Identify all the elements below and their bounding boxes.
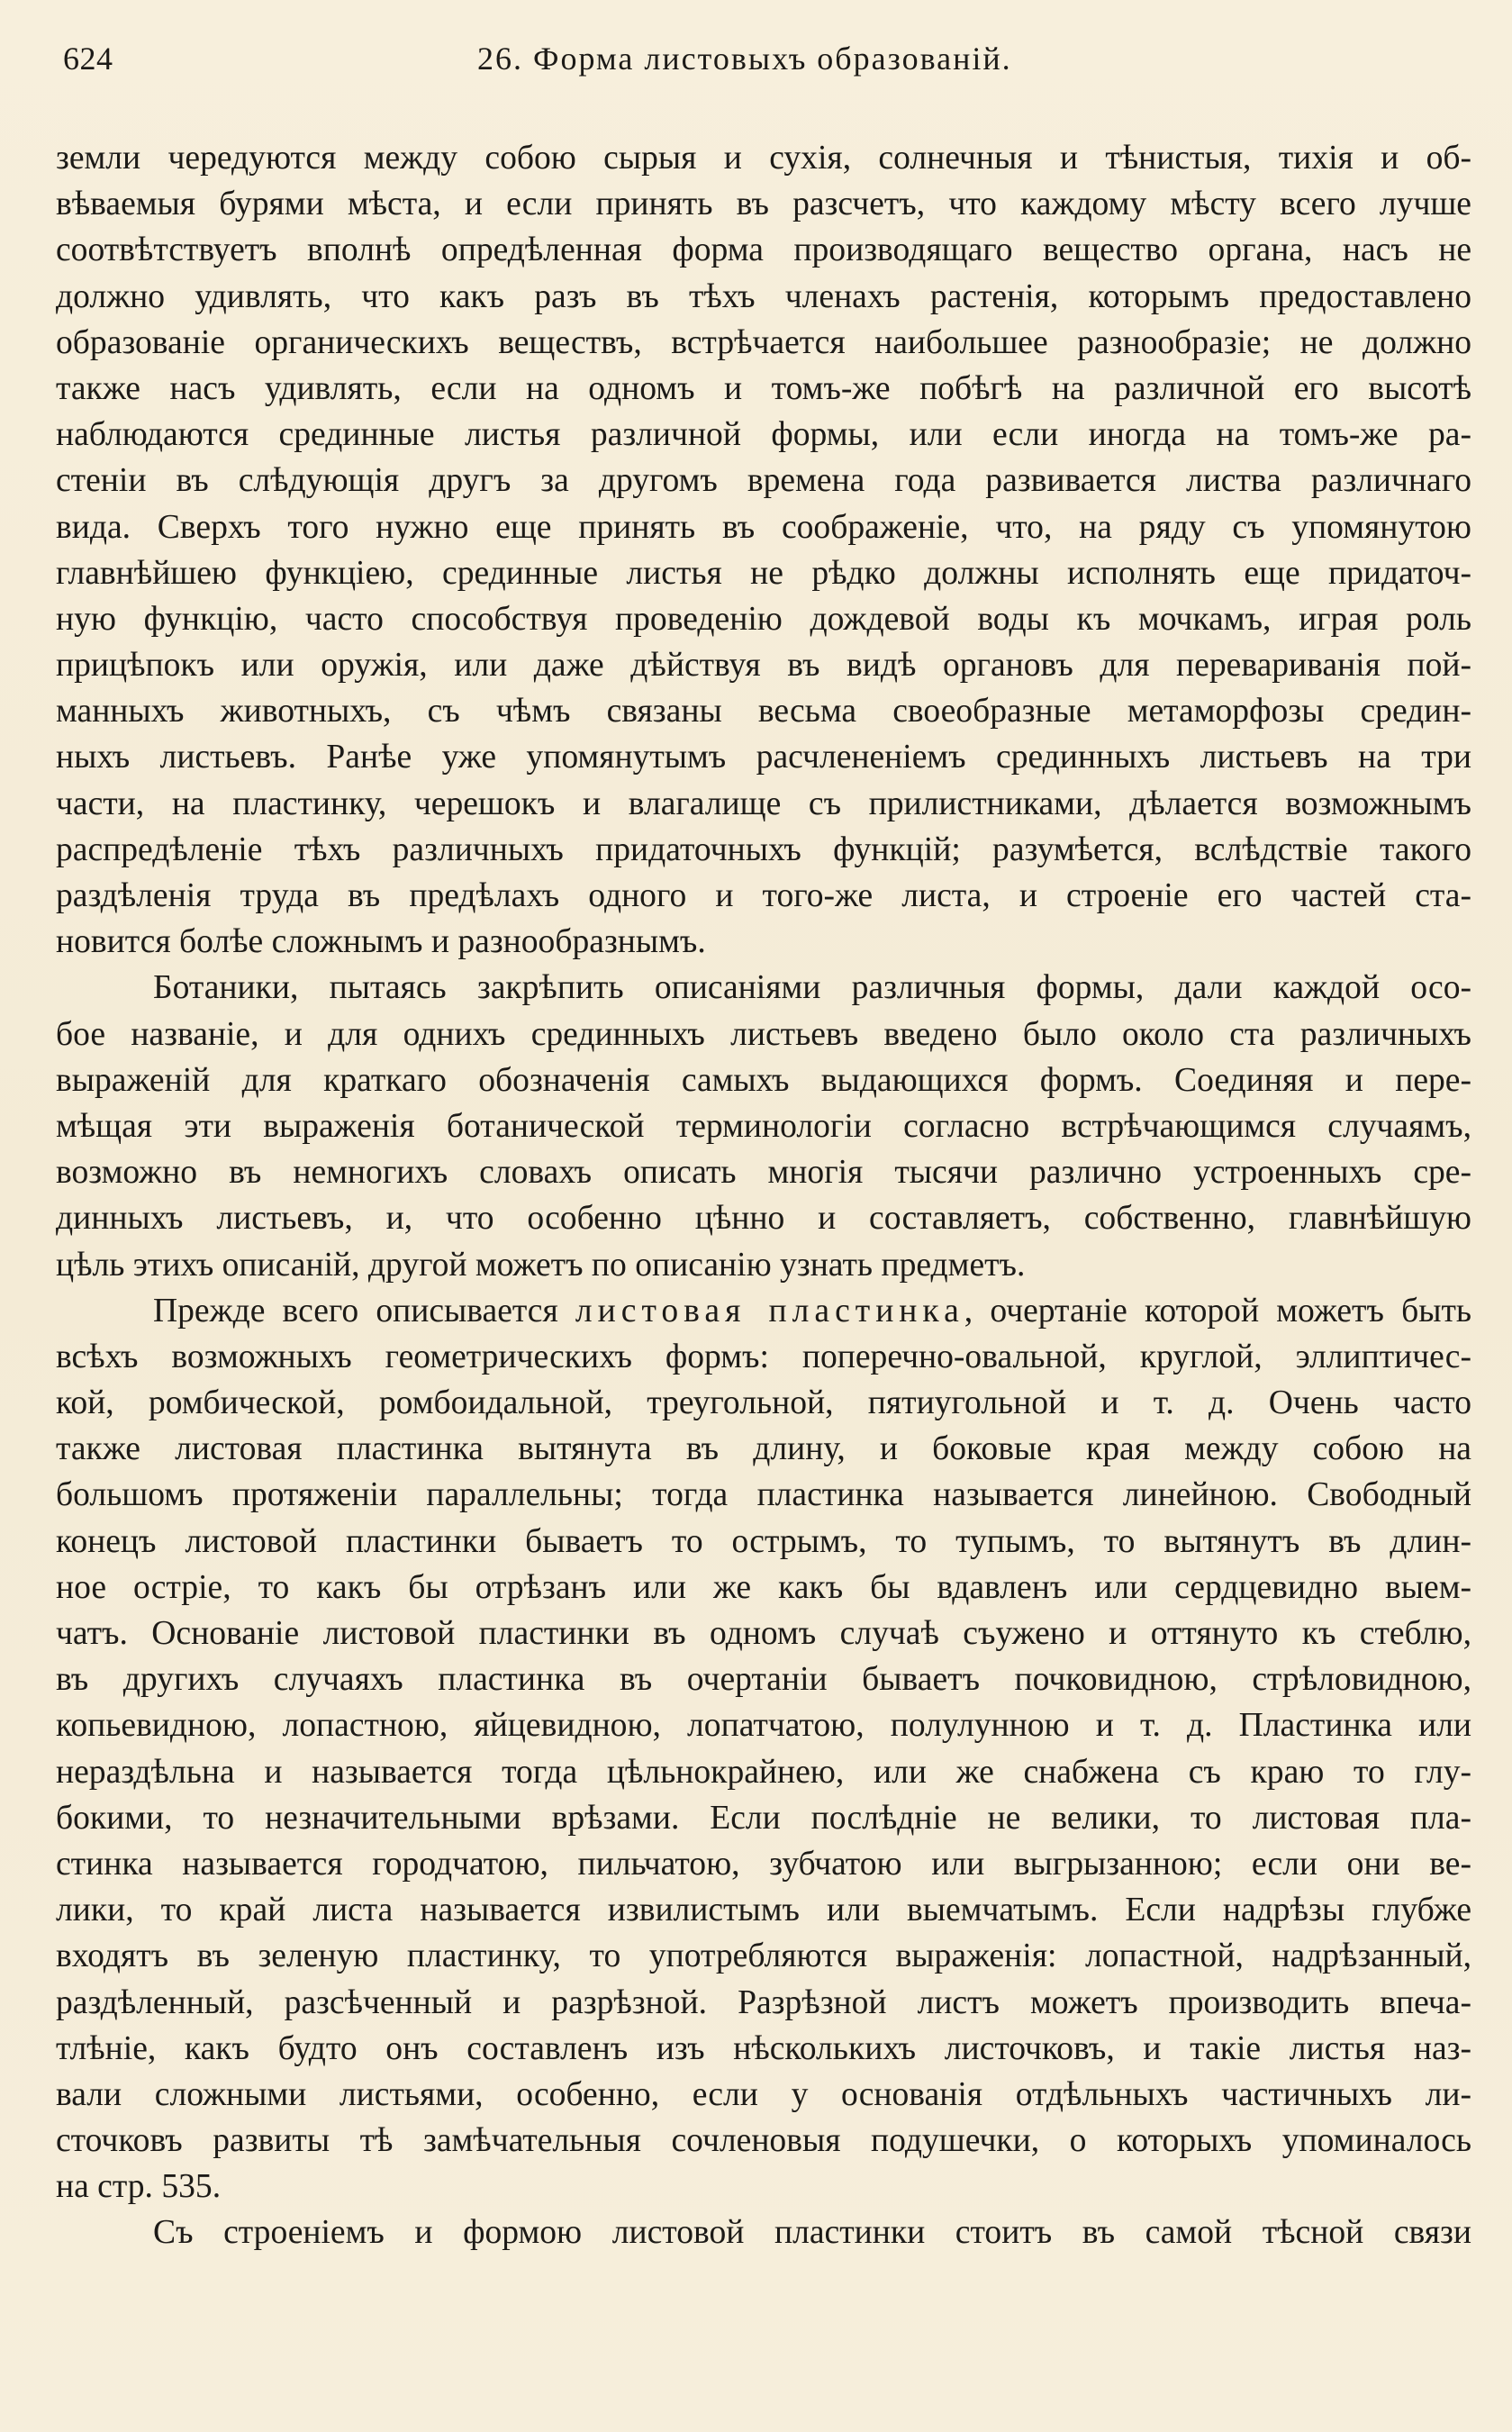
text-line: лики, то край листа называется извилистымъ или выемчатымъ. Если надрѣзы глубже — [56, 1892, 1471, 1929]
text-line: всѣхъ возможныхъ геометрическихъ формъ: поперечно-овальной, круглой, эллиптичес- — [56, 1338, 1471, 1375]
text-line: Съ строеніемъ и формою листовой пластинки стоитъ въ самой тѣсной связи — [153, 2214, 1471, 2252]
text-line: прицѣпокъ или оружія, или даже дѣйствуя въ видѣ органовъ для перевариванія пой- — [56, 647, 1471, 685]
text-line: бое названіе, и для однихъ срединныхъ листьевъ введено было около ста различныхъ — [56, 1015, 1471, 1053]
text-line: Ботаники, пытаясь закрѣпить описаніями различныя формы, дали каждой осо- — [153, 969, 1471, 1007]
text-line: части, на пластинку, черешокъ и влагалище съ прилистниками, дѣлается возможнымъ — [56, 785, 1471, 822]
text-line: новится болѣе сложнымъ и разнообразнымъ. — [56, 923, 706, 961]
text-line: вали сложными листьями, особенно, если у основанія отдѣльныхъ частичныхъ ли- — [56, 2075, 1471, 2113]
text-line: манныхъ животныхъ, съ чѣмъ связаны весьма своеобразные метаморфозы средин- — [56, 693, 1471, 731]
text-line: копьевидною, лопастною, яйцевидною, лопатчатою, полулунною и т. д. Пластинка или — [56, 1707, 1471, 1745]
text-line: Прежде всего описывается листовая пластинка, очертаніе которой можетъ быть — [153, 1292, 1471, 1329]
text-line: возможно въ немногихъ словахъ описать многія тысячи различно устроенныхъ сре- — [56, 1154, 1471, 1192]
text-line: выраженій для краткаго обозначенія самыхъ выдающихся формъ. Соединяя и пере- — [56, 1061, 1471, 1099]
text-line: стинка называется городчатою, пильчатою, зубчатою или выгрызанною; если они ве- — [56, 1845, 1471, 1883]
text-line: на стр. 535. — [56, 2168, 222, 2206]
text-line: также листовая пластинка вытянута въ длину, и боковые края между собою на — [56, 1430, 1471, 1468]
text-line: раздѣленный, разсѣченный и разрѣзной. Разрѣзной листъ можетъ производить впеча- — [56, 1983, 1471, 2021]
text-line: вида. Сверхъ того нужно еще принять въ соображеніе, что, на ряду съ упомянутою — [56, 508, 1471, 546]
text-line: ное остріе, то какъ бы отрѣзанъ или же какъ бы вдавленъ или сердцевидно выем- — [56, 1568, 1471, 1606]
text-line: наблюдаются срединные листья различной формы, или если иногда на томъ-же ра- — [56, 416, 1471, 454]
text-line: мѣщая эти выраженія ботанической терминологіи согласно встрѣчающимся случаямъ, — [56, 1107, 1471, 1145]
emphasized-term: листовая пластинка — [575, 1292, 964, 1329]
text-line: распредѣленіе тѣхъ различныхъ придаточныхъ функцій; разумѣется, вслѣдствіе такого — [56, 830, 1471, 868]
text-line: стеніи въ слѣдующія другъ за другомъ времена года развивается листва различнаго — [56, 462, 1471, 500]
text-line: въ другихъ случаяхъ пластинка въ очертаніи бываетъ почковидною, стрѣловидною, — [56, 1661, 1471, 1699]
body-text — [56, 135, 1471, 2256]
text-line: большомъ протяженіи параллельны; тогда пластинка называется линейною. Свободный — [56, 1476, 1471, 1514]
text-line: тлѣніе, какъ будто онъ составленъ изъ нѣсколькихъ листочковъ, и такіе листья наз- — [56, 2029, 1471, 2067]
text-line: образованіе органическихъ веществъ, встрѣчается наибольшее разнообразіе; не должно — [56, 323, 1471, 361]
text-line: ныхъ листьевъ. Ранѣе уже упомянутымъ расчлененіемъ срединныхъ листьевъ на три — [56, 739, 1471, 776]
text-line: кой, ромбической, ромбоидальной, треугольной, пятиугольной и т. д. Очень часто — [56, 1384, 1471, 1422]
text-line: бокими, то незначительными врѣзами. Если послѣдніе не велики, то листовая пла- — [56, 1799, 1471, 1837]
text-line: земли чередуются между собою сырыя и сухія, солнечныя и тѣнистыя, тихія и об- — [56, 140, 1471, 177]
text-line: цѣль этихъ описаній, другой можетъ по описанію узнать предметъ. — [56, 1246, 1026, 1284]
text-line: динныхъ листьевъ, и, что особенно цѣнно и составляетъ, собственно, главнѣйшую — [56, 1200, 1471, 1238]
text-line: соотвѣтствуетъ вполнѣ опредѣленная форма производящаго вещество органа, насъ не — [56, 231, 1471, 269]
text-line: конецъ листовой пластинки бываетъ то острымъ, то тупымъ, то вытянутъ въ длин- — [56, 1522, 1471, 1560]
text-line: раздѣленія труда въ предѣлахъ одного и того-же листа, и строеніе его частей ста- — [56, 877, 1471, 914]
text-line: входятъ въ зеленую пластинку, то употребляются выраженія: лопастной, надрѣзанный, — [56, 1937, 1471, 1975]
text-line: вѣваемыя бурями мѣста, и если принять въ разсчетъ, что каждому мѣсту всего лучше — [56, 186, 1471, 223]
text-line: сточковъ развиты тѣ замѣчательныя сочленовыя подушечки, о которыхъ упоминалось — [56, 2122, 1471, 2160]
text-line: ную функцію, часто способствуя проведенію дождевой воды къ мочкамъ, играя роль — [56, 600, 1471, 638]
text-line: должно удивлять, что какъ разъ въ тѣхъ членахъ растенія, которымъ предоставлено — [56, 277, 1471, 315]
text-line: также насъ удивлять, если на одномъ и томъ-же побѣгѣ на различной его высотѣ — [56, 369, 1471, 407]
running-head: 26. Форма листовыхъ образованій. — [477, 41, 1012, 77]
page-number: 624 — [63, 41, 113, 77]
page-header — [63, 40, 1467, 94]
text-line: нераздѣльна и называется тогда цѣльнокрайнею, или же снабжена съ краю то глу- — [56, 1753, 1471, 1791]
text-line: чатъ. Основаніе листовой пластинки въ одномъ случаѣ съужено и оттянуто къ стеблю, — [56, 1615, 1471, 1652]
text-line: главнѣйшею функціею, срединные листья не рѣдко должны исполнять еще придаточ- — [56, 554, 1471, 592]
